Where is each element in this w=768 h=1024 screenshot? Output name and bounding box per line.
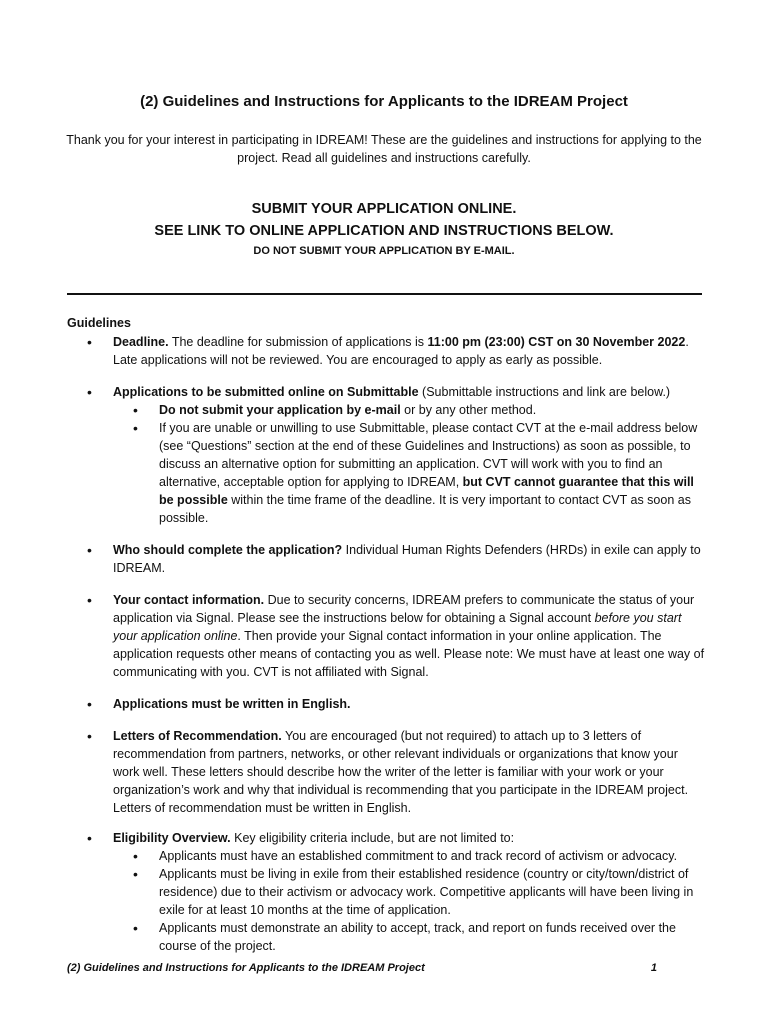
item-lead: Who should complete the application?	[113, 543, 343, 557]
list-item-letters	[67, 727, 707, 817]
item-text: . Then provide your Signal contact information in your online application. The application requests other means of contacting you as well. Please note: We must have at least one way of communicating with you. CVT is not affiliated with Signal.	[113, 629, 705, 679]
item-text: If you are unable or unwilling to use Submittable, please contact CVT at the e-mail address below (see “Questions” section at the end of these Guidelines and Instructions) as soon as possible, to discuss an alternative option for submitting an application. CVT will work with you to find an alternative, acceptable option for applying to IDREAM,	[159, 421, 698, 489]
item-lead: Deadline.	[113, 335, 169, 349]
item-text: (Submittable instructions and link are below.)	[418, 385, 671, 399]
sub-item-eligibility: • Applicants must be living in exile from their established residence (country or city/town/district of residence) due to their activism or advocacy work. Competitive applicants will have been living in exile for at least 10 months at the time of application.	[67, 865, 707, 919]
intro-paragraph: Thank you for your interest in participating in IDREAM! These are the guidelines and instructions for applying to the project. Read all guidelines and instructions carefully.	[66, 133, 702, 165]
guidelines-list	[67, 333, 707, 955]
list-item-who	[67, 541, 707, 577]
submit-line-1: SUBMIT YOUR APPLICATION ONLINE.	[251, 201, 517, 217]
sub-item-no-email	[67, 401, 707, 419]
item-text: or by any other method.	[400, 403, 537, 417]
sub-item-eligibility: • Applicants must have an established commitment to and track record of activism or advocacy.	[67, 847, 707, 865]
item-text: within the time frame of the deadline. It is very important to contact CVT as soon as possible.	[159, 493, 691, 525]
item-text: Key eligibility criteria include, but are not limited to:	[230, 831, 515, 845]
item-lead: Do not submit your application by e-mail	[159, 403, 401, 417]
sub-item-alternative	[67, 419, 707, 527]
item-text: You are encouraged (but not required) to attach up to 3 letters of recommendation from partners, networks, or other relevant individuals or organizations that know your work well. These letters should describe how the writer of the letter is familiar with your work or your organization’s work and why that individual is recommending that you participate in the IDREAM project. Letters of recommendation must be written in English.	[113, 729, 689, 815]
sub-item-eligibility: • Applicants must demonstrate an ability to accept, track, and report on funds received over the course of the project.	[67, 919, 707, 955]
item-lead: Your contact information.	[113, 593, 265, 607]
deadline-date: 30 November 2022	[575, 335, 686, 349]
guidelines-heading: Guidelines	[67, 316, 131, 330]
footer-title: (2) Guidelines and Instructions for Applicants to the IDREAM Project	[67, 962, 425, 974]
list-item-contact	[67, 591, 707, 681]
item-text: The deadline for submission of applications is	[168, 335, 428, 349]
item-lead: Letters of Recommendation.	[113, 729, 282, 743]
list-item-online	[67, 383, 707, 401]
item-text: CST on	[524, 335, 576, 349]
horizontal-divider	[67, 293, 702, 295]
item-italic: before you start your application online	[113, 611, 682, 643]
item-emphasis: but CVT cannot guarantee that this will be possible	[159, 475, 694, 507]
page-footer	[67, 962, 657, 974]
item-text: Due to security concerns, IDREAM prefers to communicate the status of your application via Signal. Please see the instructions below for obtaining a Signal account	[113, 593, 695, 625]
submit-line-3: DO NOT SUBMIT YOUR APPLICATION BY E-MAIL.	[253, 245, 515, 257]
list-item-deadline	[67, 333, 707, 369]
list-item-english	[67, 695, 707, 713]
item-lead: Applications to be submitted online on Submittable	[113, 385, 419, 399]
page-number: 1	[650, 962, 657, 974]
submit-line-2: SEE LINK TO ONLINE APPLICATION AND INSTRUCTIONS BELOW.	[154, 223, 614, 239]
guidelines-section	[67, 314, 707, 955]
item-lead: Applications must be written in English.	[113, 697, 351, 711]
submit-notice	[0, 198, 768, 259]
item-text: Individual Human Rights Defenders (HRDs) in exile can apply to IDREAM.	[113, 543, 701, 575]
item-lead: Eligibility Overview.	[113, 831, 231, 845]
deadline-time: 11:00 pm (23:00)	[427, 335, 525, 349]
page-title: (2) Guidelines and Instructions for Applicants to the IDREAM Project	[140, 93, 628, 110]
list-item-eligibility	[67, 829, 707, 847]
item-text: . Late applications will not be reviewed. You are encouraged to apply as early as possible.	[113, 335, 689, 367]
